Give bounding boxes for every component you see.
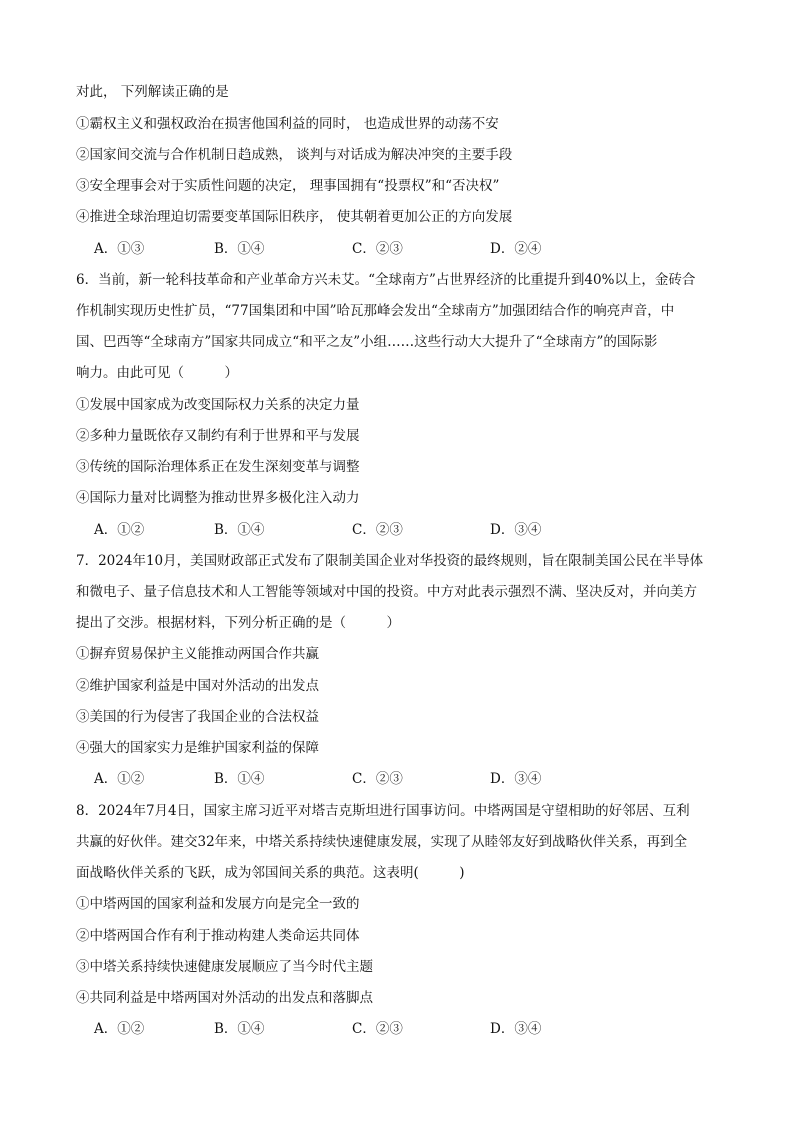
- q5-option-a[interactable]: A．①③: [94, 241, 145, 257]
- q7-stem-line-1: 7．2024年10月，美国财政部正式发布了限制美国企业对华投资的最终规则，旨在限制美国公民在半导体: [76, 553, 704, 569]
- q6-statement-3: ③传统的国际治理体系正在发生深刻变革与调整: [76, 459, 360, 475]
- q5-statement-1: ①霸权主义和强权政治在损害他国利益的同时， 也造成世界的动荡不安: [76, 116, 499, 132]
- q8-statement-3: ③中塔关系持续快速健康发展顺应了当今时代主题: [76, 959, 373, 975]
- q7-stem-line-3: 提出了交涉。根据材料，下列分析正确的是（ ）: [76, 615, 400, 631]
- q6-stem-line-4: 响力。由此可见（ ）: [76, 365, 238, 381]
- q6-statement-1: ①发展中国家成为改变国际权力关系的决定力量: [76, 397, 360, 413]
- q8-stem-line-2: 共赢的好伙伴。建交32年来，中塔关系持续快速健康发展，实现了从睦邻友好到战略伙伴关系，再到全: [76, 834, 688, 850]
- q5-option-d[interactable]: D．②④: [490, 241, 542, 257]
- q6-stem-line-2: 作机制实现历史性扩员，“77国集团和中国”哈瓦那峰会发出“全球南方”加强团结合作的响亮声音，中: [76, 303, 675, 319]
- q7-statement-3: ③美国的行为侵害了我国企业的合法权益: [76, 709, 319, 725]
- q5-statement-3: ③安全理事会对于实质性问题的决定， 理事国拥有“投票权”和“否决权”: [76, 178, 500, 194]
- q6-statement-2: ②多种力量既依存又制约有利于世界和平与发展: [76, 428, 360, 444]
- q8-option-d[interactable]: D．③④: [490, 1021, 542, 1037]
- q7-statement-1: ①摒弃贸易保护主义能推动两国合作共赢: [76, 646, 319, 662]
- q6-stem-line-3: 国、巴西等“全球南方”国家共同成立“和平之友”小组……这些行动大大提升了“全球南方”的国际影: [76, 334, 658, 350]
- q5-option-c[interactable]: C．②③: [352, 241, 403, 257]
- q8-option-a[interactable]: A．①②: [94, 1021, 145, 1037]
- q7-option-b[interactable]: B．①④: [214, 771, 265, 787]
- q5-statement-2: ②国家间交流与合作机制日趋成熟， 谈判与对话成为解决冲突的主要手段: [76, 147, 513, 163]
- q7-statement-2: ②维护国家利益是中国对外活动的出发点: [76, 678, 319, 694]
- q6-statement-4: ④国际力量对比调整为推动世界多极化注入动力: [76, 490, 360, 506]
- q8-statement-2: ②中塔两国合作有利于推动构建人类命运共同体: [76, 928, 360, 944]
- q6-option-b[interactable]: B．①④: [214, 522, 265, 538]
- q8-statement-1: ①中塔两国的国家利益和发展方向是完全一致的: [76, 896, 360, 912]
- q8-option-c[interactable]: C．②③: [352, 1021, 403, 1037]
- q7-statement-4: ④强大的国家实力是维护国家利益的保障: [76, 740, 319, 756]
- q6-option-a[interactable]: A．①②: [94, 522, 145, 538]
- q7-option-d[interactable]: D．③④: [490, 771, 542, 787]
- q5-stem-tail: 对此， 下列解读正确的是: [76, 84, 229, 100]
- q7-option-a[interactable]: A．①②: [94, 771, 145, 787]
- q5-option-b[interactable]: B．①④: [214, 241, 265, 257]
- q6-option-d[interactable]: D．③④: [490, 522, 542, 538]
- q7-option-c[interactable]: C．②③: [352, 771, 403, 787]
- q8-stem-line-1: 8．2024年7月4日，国家主席习近平对塔吉克斯坦进行国事访问。中塔两国是守望相助的好邻居、互利: [76, 803, 690, 819]
- q6-stem-line-1: 6．当前，新一轮科技革命和产业革命方兴未艾。“全球南方”占世界经济的比重提升到40%以上，金砖合: [76, 272, 696, 288]
- q5-statement-4: ④推进全球治理迫切需要变革国际旧秩序， 使其朝着更加公正的方向发展: [76, 209, 513, 225]
- q8-stem-line-3: 面战略伙伴关系的飞跃，成为邻国间关系的典范。这表明( ): [76, 865, 465, 881]
- q8-statement-4: ④共同利益是中塔两国对外活动的出发点和落脚点: [76, 990, 373, 1006]
- q6-option-c[interactable]: C．②③: [352, 522, 403, 538]
- q7-stem-line-2: 和微电子、量子信息技术和人工智能等领域对中国的投资。中方对此表示强烈不满、坚决反对，并向美方: [76, 584, 697, 600]
- q8-option-b[interactable]: B．①④: [214, 1021, 265, 1037]
